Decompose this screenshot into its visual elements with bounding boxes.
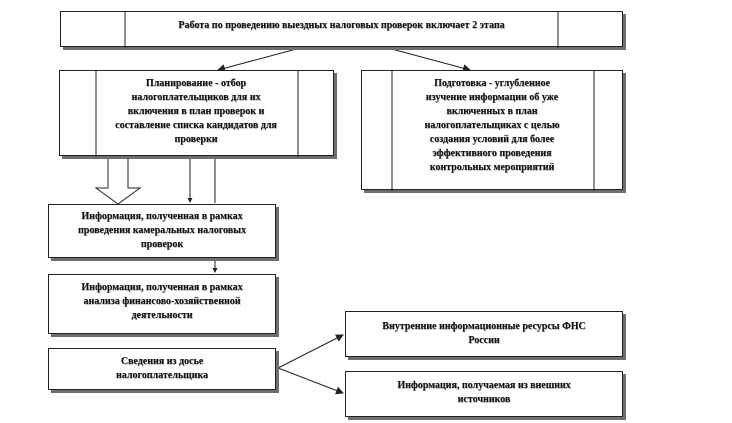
planning-line-1: Планирование - отбор bbox=[145, 78, 247, 89]
dossier-text bbox=[48, 355, 276, 383]
internal-line-1: Внутренние информационные ресурсы ФНС bbox=[382, 321, 586, 332]
info-desk-audits-text bbox=[48, 210, 276, 252]
arrow-dossier-to-external bbox=[278, 368, 343, 393]
external-line-1: Информация, получаемая из внешних bbox=[397, 380, 571, 391]
info-analysis-line-1: Информация, полученная в рамках bbox=[81, 282, 243, 293]
arrow-dossier-to-internal bbox=[278, 335, 343, 368]
preparation-line-5: создания условий для более bbox=[429, 134, 555, 145]
info-desk-line-2: проведения камеральных налоговых bbox=[78, 225, 246, 236]
planning-text bbox=[95, 77, 297, 147]
preparation-line-1: Подготовка - углубленное bbox=[434, 78, 550, 89]
arrow-top-to-planning bbox=[218, 48, 300, 70]
info-analysis-line-2: анализа финансово-хозяйственной bbox=[83, 296, 241, 307]
info-desk-line-3: проверок bbox=[140, 239, 184, 250]
info-analysis-line-3: деятельности bbox=[131, 310, 193, 321]
external-sources-text bbox=[345, 379, 623, 407]
arrow-top-to-preparation bbox=[388, 48, 470, 70]
preparation-text bbox=[391, 77, 593, 175]
dossier-line-2: налогоплательщика bbox=[116, 370, 208, 381]
preparation-line-7: контрольных мероприятий bbox=[429, 162, 555, 173]
external-line-2: источников bbox=[457, 394, 511, 405]
info-analysis-text bbox=[48, 281, 276, 323]
dossier-line-1: Сведения из досье bbox=[120, 356, 204, 367]
planning-line-2: налогоплательщиков для их bbox=[131, 92, 261, 103]
preparation-line-6: эффективного проведения bbox=[432, 148, 552, 159]
planning-line-4: составление списка кандидатов для bbox=[115, 120, 277, 131]
preparation-line-2: изучение информации об уже bbox=[425, 92, 559, 103]
info-desk-line-1: Информация, полученная в рамках bbox=[81, 211, 243, 222]
preparation-line-3: включенных в план bbox=[446, 106, 538, 117]
top-stage-text: Работа по проведению выездных налоговых проверок включает 2 этапа bbox=[178, 20, 505, 31]
planning-line-5: проверки bbox=[174, 134, 218, 145]
hollow-arrow-down bbox=[96, 156, 140, 204]
preparation-line-4: налогоплательщиках с целью bbox=[424, 120, 560, 131]
internal-resources-text bbox=[345, 320, 623, 348]
planning-line-3: включения в план проверок и bbox=[127, 106, 265, 117]
internal-line-2: России bbox=[468, 335, 500, 346]
